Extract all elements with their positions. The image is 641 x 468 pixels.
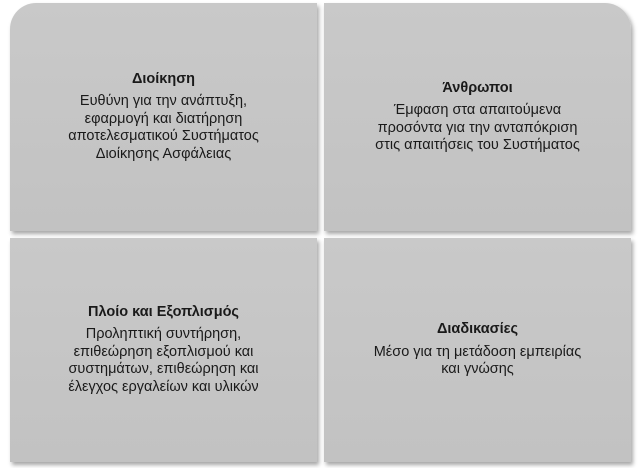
quadrant-text-line: Έμφαση στα απαιτούμενα [393,102,562,119]
quadrant-title: Διοίκηση [131,71,196,88]
quadrant-ship-equipment [10,238,317,462]
quadrant-text-line: έλεγχος εργαλείων και υλικών [68,378,259,395]
quadrant-text-line: Μέσο για τη μετάδοση εμπειρίας [373,343,582,360]
quadrant-text-line: Διοίκησης Ασφάλειας [95,145,232,162]
quadrant-text-line: αποτελεσματικού Συστήματος [68,128,259,145]
quadrant-text-line: και γνώσης [441,361,514,378]
quadrant-text-line: στις απαιτήσεις του Συστήματος [375,136,580,153]
quadrant-title: Διαδικασίες [436,321,519,338]
quadrant-text-line: Ευθύνη για την ανάπτυξη, [79,93,248,110]
quadrant-text-line: εφαρμογή και διατήρηση [84,110,243,127]
quadrant-procedures [324,238,631,462]
quadrant-management [10,3,317,231]
quadrant-text-line: προσόντα για την ανταπόκριση [377,119,578,136]
quadrant-title: Πλοίο και Εξοπλισμός [88,304,239,321]
quadrant-people [324,3,631,231]
quadrant-text-line: συστημάτων, επιθεώρηση και [68,361,259,378]
quadrant-text-line: επιθεώρηση εξοπλισμού και [73,343,254,360]
quadrant-title: Άνθρωποι [442,79,513,96]
quadrant-text-line: Προληπτική συντήρηση, [85,326,242,343]
